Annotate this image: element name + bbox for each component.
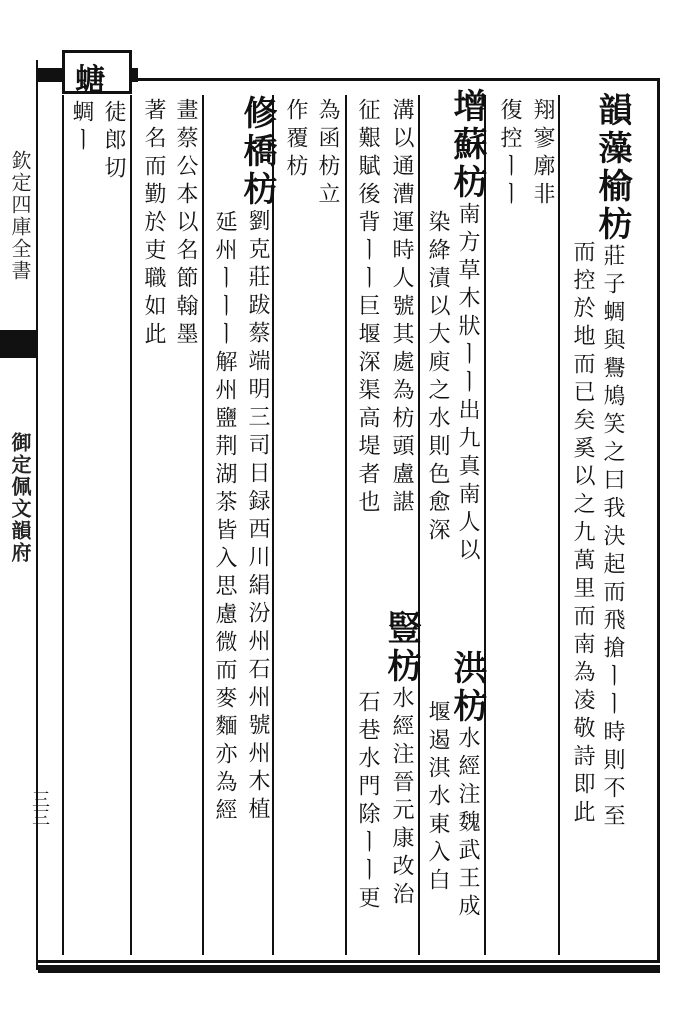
- phonetic-note: 徒郎切: [101, 100, 126, 184]
- entry-column: [447, 650, 487, 922]
- entry-heading: 修橋枋: [237, 95, 277, 209]
- column-divider: [62, 95, 64, 955]
- side-margin: [0, 60, 38, 970]
- entry-column: [592, 92, 632, 832]
- column-divider: [558, 95, 560, 955]
- entry-column: 著名而勤於吏職如此: [141, 98, 166, 350]
- side-top-text: 欽定四庫全書: [8, 150, 32, 282]
- column-divider: [130, 95, 132, 955]
- entry-heading: 榆枋: [592, 168, 632, 244]
- entry-column: 堰遏淇水東入白: [425, 700, 450, 896]
- entry-text: 水經注魏武王成: [455, 726, 480, 922]
- rhyme-header-box: [62, 50, 132, 98]
- entry-heading: 豎枋: [381, 610, 421, 686]
- entry-column: 作覆枋: [283, 98, 308, 182]
- entry-column: 溝以通漕運時人號其處為枋頭盧諶: [389, 98, 414, 518]
- entry-text: 莊子蜩與鸒鳩笑之曰我決起而飛搶ㅣㅣ時則不至: [600, 244, 625, 832]
- entry-column: 征艱賦後背ㅣㅣ巨堰深渠高堤者也: [355, 98, 380, 518]
- entry-column: 為函枋立: [315, 98, 340, 210]
- page-number: 三三: [29, 790, 50, 826]
- entry-column: 染絳漬以大庾之水則色愈深: [425, 210, 450, 546]
- column-divider: [484, 95, 486, 955]
- entry-column: 石巷水門除ㅣㅣ更: [355, 690, 380, 914]
- column-divider: [345, 95, 347, 955]
- entry-text: 劉克莊跋蔡端明三司日録西川絹汾州石州號州木植: [245, 209, 270, 825]
- entry-column: [447, 88, 487, 566]
- rhyme-header-char: 螗: [75, 63, 105, 98]
- entry-column: 畫蔡公本以名節翰墨: [173, 98, 198, 350]
- fish-tail-mark: [0, 330, 38, 358]
- side-book-title: 御定佩文韻府: [8, 432, 32, 564]
- bottom-rule: [38, 965, 660, 973]
- entry-heading: 蘇枋: [447, 126, 487, 202]
- entry-column: [237, 95, 277, 825]
- entry-column: 而控於地而已矣奚以之九萬里而南為凌敬詩即此: [570, 240, 595, 828]
- section-heading: 韻藻: [592, 92, 632, 168]
- entry-column: [381, 610, 421, 910]
- entry-column: 復控ㅣㅣ: [497, 98, 522, 210]
- entry-column: 蜩ㅣ: [69, 100, 94, 156]
- entry-heading: 洪枋: [447, 650, 487, 726]
- entry-column: 延州ㅣㅣㅣ解州鹽荆湖茶皆入思慮微而麥麵亦為經: [212, 210, 237, 826]
- entry-column: 翔寥廓非: [530, 98, 555, 210]
- section-heading: 增: [447, 88, 487, 126]
- entry-text: 南方草木狀ㅣㅣ出九真南人以: [455, 202, 480, 566]
- column-divider: [202, 95, 204, 955]
- entry-text: 水經注晉元康改治: [389, 686, 414, 910]
